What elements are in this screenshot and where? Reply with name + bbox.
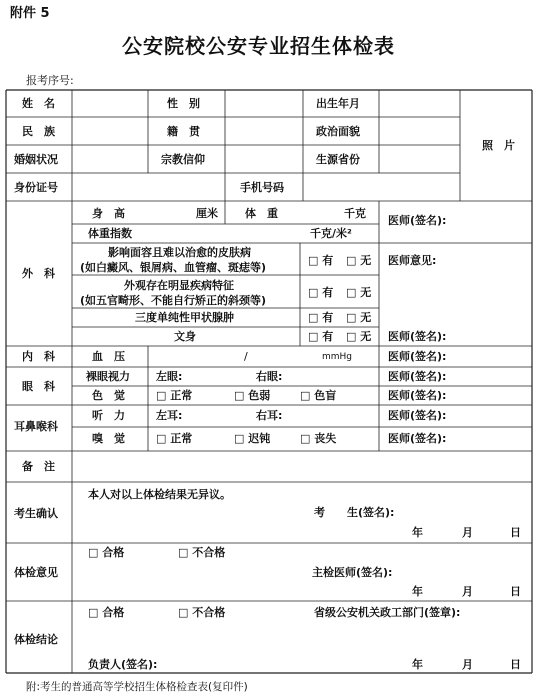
conclusion-month: 月 <box>462 658 473 671</box>
dept-seal-label: 省级公安机关政工部门(签章): <box>314 606 461 619</box>
bp-unit: mmHg <box>322 352 353 362</box>
height-label: 身 高 <box>92 207 125 220</box>
hearing-label: 听 力 <box>92 409 125 422</box>
confirm-month: 月 <box>462 526 473 539</box>
ent-doctor-sign-2: 医师(签名): <box>388 432 447 445</box>
left-eye-label: 左眼: <box>156 370 183 383</box>
color-normal-checkbox[interactable]: □ 正常 <box>156 389 193 402</box>
eye-section-label: 眼 科 <box>22 380 55 393</box>
surgery-doctor-sign-1: 医师(签名): <box>388 214 447 227</box>
political-status-label: 政治面貌 <box>316 125 360 138</box>
surgery-doctor-sign-2: 医师(签名): <box>388 330 447 343</box>
thyroid-no-checkbox[interactable]: □ 无 <box>346 311 372 324</box>
religion-label: 宗教信仰 <box>161 153 205 166</box>
leader-sign-label: 负责人(签名): <box>88 658 158 671</box>
opinion-fail-checkbox[interactable]: □ 不合格 <box>178 546 226 559</box>
confirm-section-label: 考生确认 <box>14 507 58 520</box>
smell-normal-checkbox[interactable]: □ 正常 <box>156 432 193 445</box>
skin-no-checkbox[interactable]: □ 无 <box>346 254 372 267</box>
photo-label: 照 片 <box>482 139 515 152</box>
chief-doctor-sign-label: 主检医师(签名): <box>312 566 393 579</box>
serial-number-label: 报考序号: <box>26 74 74 87</box>
blood-pressure-label: 血 压 <box>92 350 125 363</box>
color-blind-checkbox[interactable]: □ 色盲 <box>300 389 337 402</box>
confirm-day: 日 <box>510 526 521 539</box>
conclusion-year: 年 <box>412 658 423 671</box>
attachment-label: 附件 5 <box>10 6 50 21</box>
height-unit: 厘米 <box>196 207 218 220</box>
color-vision-label: 色 觉 <box>92 389 125 402</box>
birth-label: 出生年月 <box>316 97 360 110</box>
right-eye-label: 右眼: <box>256 370 283 383</box>
eye-doctor-sign-1: 医师(签名): <box>388 370 447 383</box>
deformity-label: 外观存在明显疾病特征 <box>124 279 234 292</box>
origin-province-label: 生源省份 <box>316 153 360 166</box>
opinion-day: 日 <box>510 585 521 598</box>
weight-unit: 千克 <box>344 207 366 220</box>
conclusion-fail-checkbox[interactable]: □ 不合格 <box>178 606 226 619</box>
skin-disease-label: 影响面容且难以治愈的皮肤病 <box>108 246 251 259</box>
native-place-label: 籍 贯 <box>167 125 200 138</box>
right-ear-label: 右耳: <box>256 409 283 422</box>
surgery-doctor-opinion: 医师意见: <box>388 254 437 267</box>
bmi-label: 体重指数 <box>88 227 132 240</box>
smell-dull-checkbox[interactable]: □ 迟钝 <box>234 432 271 445</box>
conclusion-pass-checkbox[interactable]: □ 合格 <box>88 606 125 619</box>
internal-doctor-sign: 医师(签名): <box>388 350 447 363</box>
eye-doctor-sign-2: 医师(签名): <box>388 389 447 402</box>
remarks-section-label: 备 注 <box>22 460 55 473</box>
ent-doctor-sign-1: 医师(签名): <box>388 409 447 422</box>
opinion-pass-checkbox[interactable]: □ 合格 <box>88 546 125 559</box>
conclusion-day: 日 <box>510 658 521 671</box>
name-label: 姓 名 <box>22 97 55 110</box>
id-number-label: 身份证号 <box>14 181 58 194</box>
tattoo-no-checkbox[interactable]: □ 无 <box>346 330 372 343</box>
smell-label: 嗅 觉 <box>92 432 125 445</box>
vision-label: 裸眼视力 <box>86 370 130 383</box>
surgery-section-label: 外 科 <box>22 267 55 280</box>
conclusion-section-label: 体检结论 <box>14 633 58 646</box>
internal-section-label: 内 科 <box>22 350 55 363</box>
left-ear-label: 左耳: <box>156 409 183 422</box>
gender-label: 性 别 <box>167 97 200 110</box>
marital-status-label: 婚姻状况 <box>14 153 58 166</box>
color-weak-checkbox[interactable]: □ 色弱 <box>234 389 271 402</box>
weight-label: 体 重 <box>245 207 278 220</box>
skin-disease-examples: (如白癜风、银屑病、血管瘤、斑痣等) <box>80 261 267 274</box>
candidate-sign-label: 考 生(签名): <box>314 506 395 519</box>
page-title: 公安院校公安专业招生体检表 <box>122 34 395 58</box>
skin-yes-checkbox[interactable]: □ 有 <box>308 254 334 267</box>
tattoo-label: 文身 <box>174 330 196 343</box>
phone-label: 手机号码 <box>240 181 284 194</box>
smell-lost-checkbox[interactable]: □ 丧失 <box>300 432 337 445</box>
ethnicity-label: 民 族 <box>22 125 55 138</box>
footer-note: 附:考生的普通高等学校招生体格检查表(复印件) <box>26 681 248 693</box>
confirm-year: 年 <box>412 526 423 539</box>
confirm-statement: 本人对以上体检结果无异议。 <box>88 488 231 501</box>
deformity-no-checkbox[interactable]: □ 无 <box>346 286 372 299</box>
deformity-examples: (如五官畸形、不能自行矫正的斜颈等) <box>80 294 267 307</box>
ent-section-label: 耳鼻喉科 <box>14 420 58 433</box>
thyroid-label: 三度单纯性甲状腺肿 <box>135 311 234 324</box>
thyroid-yes-checkbox[interactable]: □ 有 <box>308 311 334 324</box>
bmi-unit: 千克/米² <box>310 227 352 240</box>
deformity-yes-checkbox[interactable]: □ 有 <box>308 286 334 299</box>
opinion-month: 月 <box>462 585 473 598</box>
opinion-section-label: 体检意见 <box>14 566 58 579</box>
tattoo-yes-checkbox[interactable]: □ 有 <box>308 330 334 343</box>
bp-slash: / <box>244 350 248 363</box>
opinion-year: 年 <box>412 585 423 598</box>
